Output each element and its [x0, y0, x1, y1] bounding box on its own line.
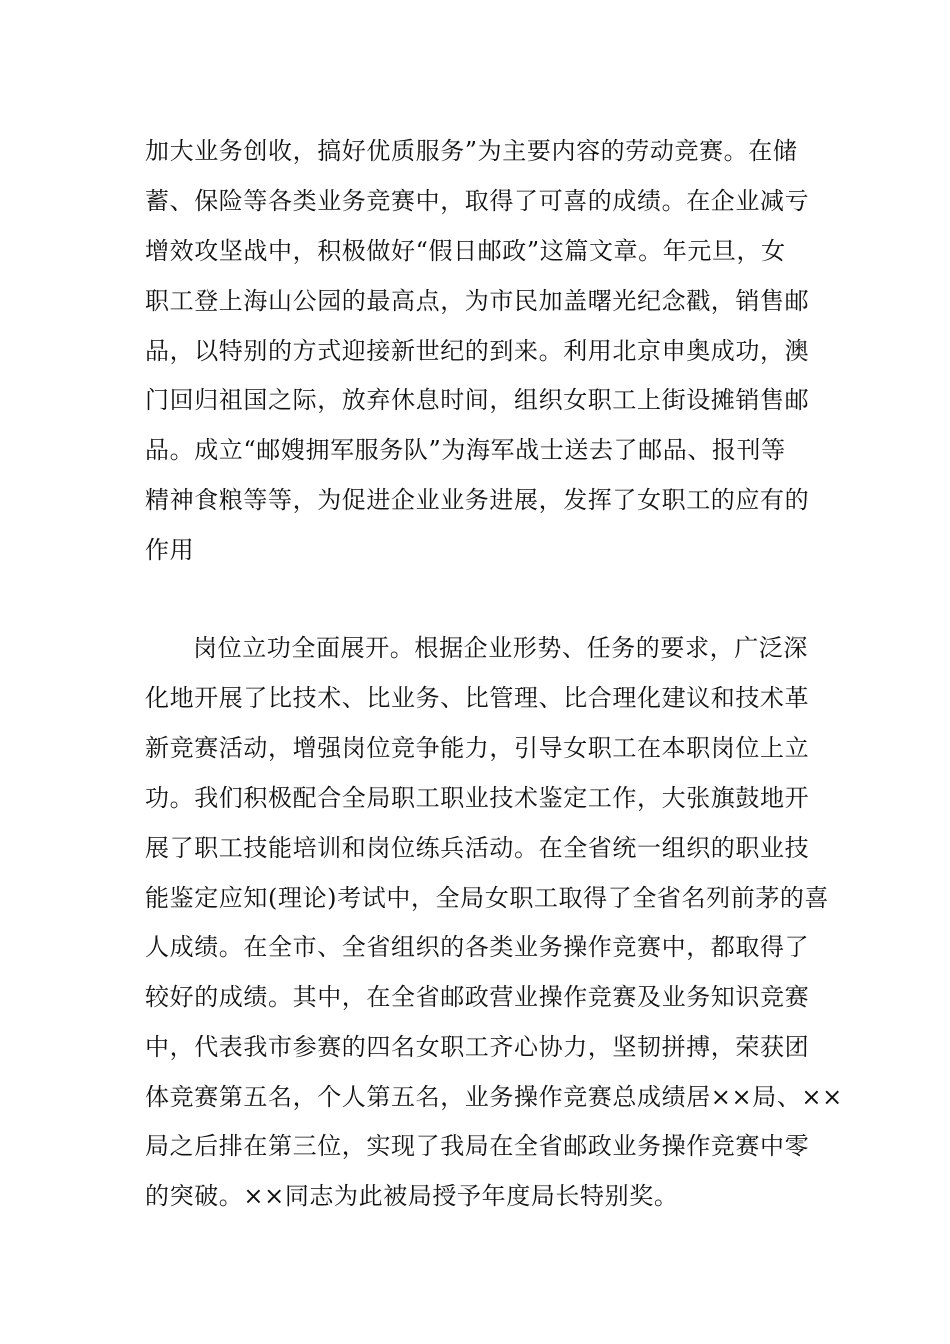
paragraph-1-line-4: 职工登上海山公园的最高点，为市民加盖曙光纪念戳，销售邮: [145, 287, 810, 315]
paragraph-2-line-9: 中，代表我市参赛的四名女职工齐心协力，坚韧拼搏，荣获团: [145, 1033, 810, 1061]
paragraph-2-line-11: 局之后排在第三位，实现了我局在全省邮政业务操作竞赛中零: [145, 1132, 810, 1160]
paragraph-2-line-7: 人成绩。在全市、全省组织的各类业务操作竞赛中，都取得了: [145, 933, 810, 961]
paragraph-1-line-3: 增效攻坚战中，积极做好“假日邮政”这篇文章。年元旦，女: [145, 237, 786, 265]
paragraph-2-line-8: 较好的成绩。其中，在全省邮政营业操作竞赛及业务知识竞赛: [145, 983, 810, 1011]
paragraph-2-line-6: 能鉴定应知(理论)考试中，全局女职工取得了全省名列前茅的喜: [145, 884, 830, 912]
paragraph-2-line-1: 岗位立功全面展开。根据企业形势、任务的要求，广泛深: [193, 634, 808, 662]
paragraph-2-line-4: 功。我们积极配合全局职工职业技术鉴定工作，大张旗鼓地开: [145, 784, 810, 812]
paragraph-1-line-5: 品，以特别的方式迎接新世纪的到来。利用北京申奥成功，澳: [145, 337, 810, 365]
paragraph-2-line-3: 新竞赛活动，增强岗位竞争能力，引导女职工在本职岗位上立: [145, 734, 810, 762]
paragraph-1-line-9: 作用: [145, 536, 195, 564]
paragraph-1-line-1: 加大业务创收，搞好优质服务”为主要内容的劳动竞赛。在储: [145, 137, 798, 165]
paragraph-2-line-10: 体竞赛第五名，个人第五名，业务操作竞赛总成绩居××局、××: [145, 1083, 843, 1111]
paragraph-1-line-2: 蓄、保险等各类业务竞赛中，取得了可喜的成绩。在企业减亏: [145, 187, 810, 215]
paragraph-1-line-8: 精神食粮等等，为促进企业业务进展，发挥了女职工的应有的: [145, 486, 810, 514]
paragraph-1-line-7: 品。成立“邮嫂拥军服务队”为海军战士送去了邮品、报刊等: [145, 436, 786, 464]
paragraph-2-line-5: 展了职工技能培训和岗位练兵活动。在全省统一组织的职业技: [145, 834, 810, 862]
paragraph-2-line-12: 的突破。××同志为此被局授予年度局长特别奖。: [145, 1182, 679, 1210]
paragraph-2-line-2: 化地开展了比技术、比业务、比管理、比合理化建议和技术革: [145, 684, 810, 712]
paragraph-1-line-6: 门回归祖国之际，放弃休息时间，组织女职工上街设摊销售邮: [145, 386, 810, 414]
